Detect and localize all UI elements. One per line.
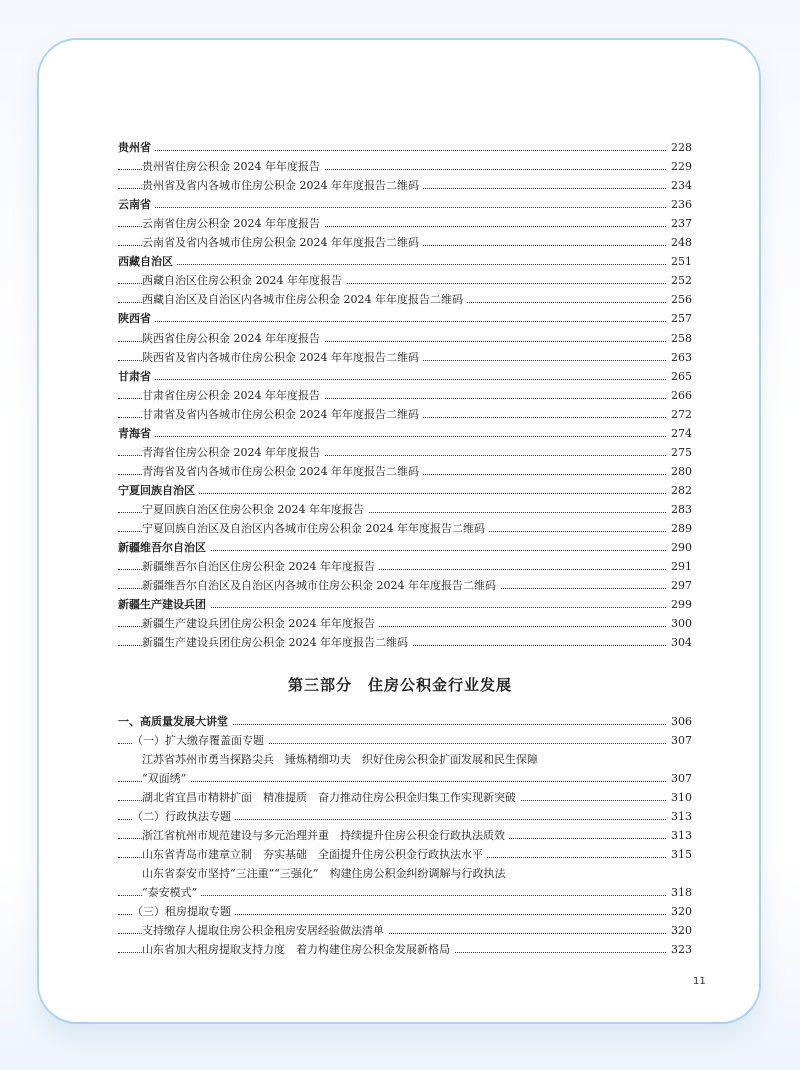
toc-entry <box>0 634 800 652</box>
toc-page-number: 297 <box>667 577 692 595</box>
toc-page-number: 307 <box>667 732 692 750</box>
toc-entry <box>0 770 800 788</box>
dot-leader <box>118 493 692 494</box>
toc-page-number: 290 <box>667 539 692 557</box>
toc-entry <box>0 425 800 443</box>
toc-page-number: 229 <box>667 158 692 176</box>
toc-page-number: 323 <box>667 941 692 959</box>
toc-page-number: 320 <box>667 903 692 921</box>
toc-entry-title: 陕西省住房公积金 2024 年年度报告 <box>142 330 324 348</box>
toc-entry-title: 甘肃省住房公积金 2024 年年度报告 <box>142 387 324 405</box>
toc-page-number: 258 <box>667 330 692 348</box>
toc-entry <box>0 941 800 959</box>
toc-entry-title: 甘肃省 <box>118 368 155 386</box>
toc-entry-title: 云南省 <box>118 196 155 214</box>
toc-entry-title: 支持缴存人提取住房公积金租房安居经验做法清单 <box>142 922 388 940</box>
toc-entry <box>0 234 800 252</box>
toc-entry <box>0 406 800 424</box>
section-title: 第三部分 住房公积金行业发展 <box>287 676 512 694</box>
toc-page-number: 282 <box>667 482 692 500</box>
toc-entry-title: 甘肃省及省内各城市住房公积金 2024 年年度报告二维码 <box>142 406 423 424</box>
toc-entry-title: “双面绣” <box>142 770 190 788</box>
toc-entry <box>0 310 800 328</box>
dot-leader <box>118 150 692 151</box>
toc-page-number: 272 <box>667 406 692 424</box>
toc-entry <box>0 827 800 845</box>
toc-page-number: 234 <box>667 177 692 195</box>
dot-leader <box>118 895 692 896</box>
toc-entry-title: （一）扩大缴存覆盖面专题 <box>132 732 268 750</box>
dot-leader <box>118 436 692 437</box>
toc-entry <box>0 215 800 233</box>
toc-entry <box>0 865 800 883</box>
toc-entry <box>0 539 800 557</box>
toc-entry-title: 山东省加大租房提取支持力度 着力构建住房公积金发展新格局 <box>142 941 454 959</box>
toc-page-number: 228 <box>667 139 692 157</box>
toc-entry <box>0 368 800 386</box>
toc-entry-title: 宁夏回族自治区 <box>118 482 199 500</box>
toc-entry-title: 一、高质量发展大讲堂 <box>118 713 232 731</box>
toc-page-number: 275 <box>667 444 692 462</box>
toc-entry-title: 西藏自治区及自治区内各城市住房公积金 2024 年年度报告二维码 <box>142 291 467 309</box>
toc-entry <box>0 596 800 614</box>
toc-page-number: 263 <box>667 349 692 367</box>
toc-entry-title: 云南省及省内各城市住房公积金 2024 年年度报告二维码 <box>142 234 423 252</box>
toc-page-number: 248 <box>667 234 692 252</box>
toc-page-number: 274 <box>667 425 692 443</box>
toc-entry-title: 云南省住房公积金 2024 年年度报告 <box>142 215 324 233</box>
toc-entry <box>0 922 800 940</box>
toc-entry <box>0 903 800 921</box>
toc-page-number: 266 <box>667 387 692 405</box>
toc-entry-title: 山东省青岛市建章立制 夯实基础 全面提升住房公积金行政执法水平 <box>142 846 487 864</box>
dot-leader <box>118 321 692 322</box>
toc-entry <box>0 732 800 750</box>
toc-entry <box>0 501 800 519</box>
toc-page-number: 289 <box>667 520 692 538</box>
toc-page-number: 310 <box>667 789 692 807</box>
toc-entry <box>0 291 800 309</box>
toc-entry-title: 贵州省及省内各城市住房公积金 2024 年年度报告二维码 <box>142 177 423 195</box>
toc-page-number: 318 <box>667 884 692 902</box>
toc-page-number: 257 <box>667 310 692 328</box>
toc-entry-title: 新疆生产建设兵团 <box>118 596 210 614</box>
toc-page-number: 320 <box>667 922 692 940</box>
toc-entry <box>0 444 800 462</box>
toc-entry-title: 青海省 <box>118 425 155 443</box>
toc-page-number: 307 <box>667 770 692 788</box>
toc-entry <box>0 884 800 902</box>
toc-page-number: 315 <box>667 846 692 864</box>
dot-leader <box>118 207 692 208</box>
toc-entry-title: 新疆维吾尔自治区住房公积金 2024 年年度报告 <box>142 558 379 576</box>
toc-entry <box>0 789 800 807</box>
toc-entry-title: 江苏省苏州市勇当探路尖兵 锤炼精细功夫 织好住房公积金扩面发展和民生保障 <box>142 751 542 769</box>
toc-entry <box>0 808 800 826</box>
toc-entry <box>0 349 800 367</box>
toc-page-number: 304 <box>667 634 692 652</box>
toc-page-number: 280 <box>667 463 692 481</box>
toc-entry <box>0 846 800 864</box>
toc-entry-title: 新疆维吾尔自治区 <box>118 539 210 557</box>
dot-leader <box>118 781 692 782</box>
toc-entry-title: 西藏自治区 <box>118 253 177 271</box>
toc-entry-title: 山东省泰安市坚持“三注重”“三强化” 构建住房公积金纠纷调解与行政执法 <box>142 865 510 883</box>
page-number: 11 <box>693 976 706 987</box>
toc-entry <box>0 463 800 481</box>
toc-entry <box>0 158 800 176</box>
toc-page-number: 306 <box>667 713 692 731</box>
toc-entry-title: 陕西省及省内各城市住房公积金 2024 年年度报告二维码 <box>142 349 423 367</box>
toc-entry-title: 宁夏回族自治区住房公积金 2024 年年度报告 <box>142 501 368 519</box>
toc-entry <box>0 330 800 348</box>
toc-entry <box>0 387 800 405</box>
toc-page-number: 251 <box>667 253 692 271</box>
toc-entry-title: 陕西省 <box>118 310 155 328</box>
toc-page-number: 256 <box>667 291 692 309</box>
toc-page-number: 265 <box>667 368 692 386</box>
toc-entry-title: （三）租房提取专题 <box>132 903 235 921</box>
toc-entry <box>0 139 800 157</box>
toc-entry-title: 新疆生产建设兵团住房公积金 2024 年年度报告二维码 <box>142 634 412 652</box>
toc-entry-title: 宁夏回族自治区及自治区内各城市住房公积金 2024 年年度报告二维码 <box>142 520 489 538</box>
toc-entry-title: 西藏自治区住房公积金 2024 年年度报告 <box>142 272 346 290</box>
toc-entry-title: 青海省住房公积金 2024 年年度报告 <box>142 444 324 462</box>
toc-page-number: 252 <box>667 272 692 290</box>
toc-entry-title: “泰安模式” <box>142 884 201 902</box>
toc-entry <box>0 558 800 576</box>
toc-page-number: 313 <box>667 827 692 845</box>
toc-entry <box>0 751 800 769</box>
toc-entry-title: （二）行政执法专题 <box>132 808 235 826</box>
toc-entry-title: 浙江省杭州市规范建设与多元治理并重 持续提升住房公积金行政执法质效 <box>142 827 509 845</box>
dot-leader <box>118 264 692 265</box>
toc-page-number: 283 <box>667 501 692 519</box>
toc-entry <box>0 713 800 731</box>
toc-entry <box>0 520 800 538</box>
toc-entry <box>0 177 800 195</box>
toc-entry-title: 贵州省住房公积金 2024 年年度报告 <box>142 158 324 176</box>
toc-page-number: 291 <box>667 558 692 576</box>
toc-page-number: 236 <box>667 196 692 214</box>
dot-leader <box>118 379 692 380</box>
toc-page-number: 300 <box>667 615 692 633</box>
toc-entry-title: 湖北省宜昌市精耕扩面 精准提质 奋力推动住房公积金归集工作实现新突破 <box>142 789 520 807</box>
toc-entry <box>0 272 800 290</box>
toc-page-number: 237 <box>667 215 692 233</box>
toc-entry <box>0 482 800 500</box>
toc-entry <box>0 615 800 633</box>
toc-page-number: 299 <box>667 596 692 614</box>
toc-entry <box>0 196 800 214</box>
toc-entry <box>0 577 800 595</box>
toc-entry <box>0 253 800 271</box>
toc-entry-title: 青海省及省内各城市住房公积金 2024 年年度报告二维码 <box>142 463 423 481</box>
toc-entry-title: 贵州省 <box>118 139 155 157</box>
toc-page-number: 313 <box>667 808 692 826</box>
toc-entry-title: 新疆生产建设兵团住房公积金 2024 年年度报告 <box>142 615 379 633</box>
toc-entry-title: 新疆维吾尔自治区及自治区内各城市住房公积金 2024 年年度报告二维码 <box>142 577 500 595</box>
